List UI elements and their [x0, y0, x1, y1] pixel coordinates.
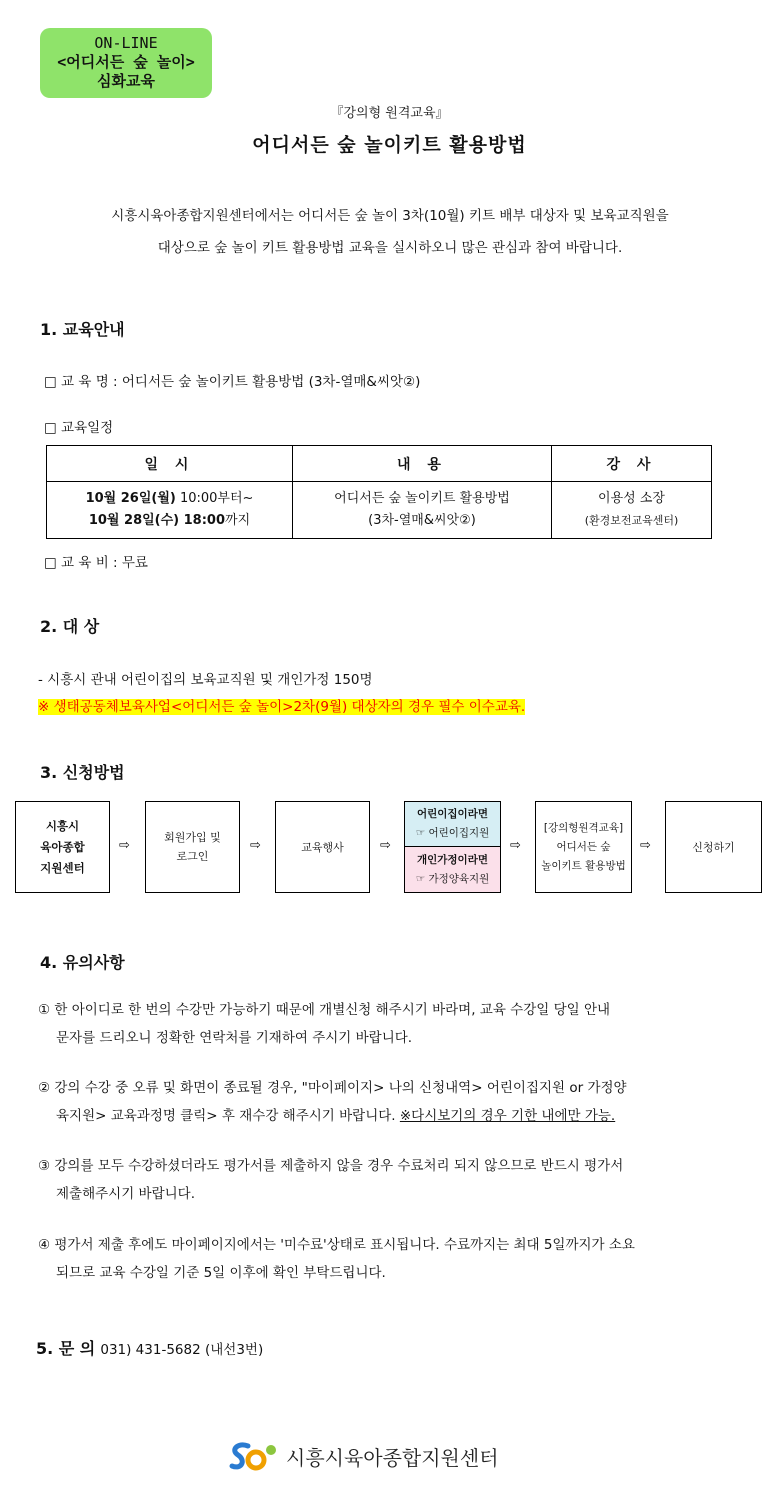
section3-heading: 3. 신청방법: [40, 763, 125, 782]
step-course: [강의형원격교육] 어디서든 숲 놀이키트 활용방법: [535, 801, 632, 893]
section4-heading: 4. 유의사항: [40, 953, 125, 972]
step-center: 시흥시 육아종합 지원센터: [15, 801, 110, 893]
cell-instructor: 이용성 소장 (환경보전교육센터): [552, 482, 712, 539]
page-title: 어디서든 숲 놀이키트 활용방법: [252, 134, 527, 156]
schedule-label: □ 교육일정: [44, 420, 114, 436]
step-home: 개인가정이라면 ☞ 가정양육지원: [404, 846, 501, 893]
fee: □ 교 육 비 : 무료: [44, 555, 148, 571]
arrow-icon: ⇨: [250, 838, 261, 853]
step-apply: 신청하기: [665, 801, 762, 893]
note-3: ③ 강의를 모두 수강하셨더라도 평가서를 제출하지 않을 경우 수료처리 되지 않으므로 반드시 평가서 제출해주시기 바랍니다.: [38, 1158, 624, 1202]
intro-line1: 시흥시육아종합지원센터에서는 어디서든 숲 놀이 3차(10월) 키트 배부 대상자 및 보육교직원을: [111, 208, 669, 224]
arrow-icon: ⇨: [510, 838, 521, 853]
note-4: ④ 평가서 제출 후에도 마이페이지에서는 '미수료'상태로 표시됩니다. 수료까지는 최대 5일까지가 소요 되므로 교육 수강일 기준 5일 이후에 확인 부탁드립니다.: [38, 1237, 635, 1281]
target-notice: ※ 생태공동체보육사업<어디서든 숲 놀이>2차(9월) 대상자의 경우 필수 이수교육.: [38, 699, 526, 715]
step-login: 회원가입 및 로그인: [145, 801, 240, 893]
intro-line2: 대상으로 숲 놀이 키트 활용방법 교육을 실시하오니 많은 관심과 참여 바랍니다.: [157, 240, 623, 256]
step-events: 교육행사: [275, 801, 370, 893]
badge-line1: ON-LINE: [94, 34, 158, 52]
header-date: 일 시: [47, 446, 293, 482]
target-line: - 시흥시 관내 어린이집의 보육교직원 및 개인가정 150명: [38, 672, 373, 688]
online-badge: [40, 28, 212, 98]
center-logo-icon: [228, 1440, 280, 1472]
subtitle: 『강의형 원격교육』: [330, 106, 449, 121]
note-2: ② 강의 수강 중 오류 및 화면이 종료될 경우, "마이페이지> 나의 신청내역> 어린이집지원 or 가정양 육지원> 교육과정명 클릭> 후 재수강 해주시기 바랍니다. ※다시보기의 경우 기한 내에만 가능.: [38, 1080, 627, 1124]
contact: 5. 문 의 031) 431-5682 (내선3번): [36, 1339, 264, 1358]
section1-heading: 1. 교육안내: [40, 320, 125, 339]
section2-heading: 2. 대 상: [40, 617, 100, 636]
arrow-icon: ⇨: [119, 838, 130, 853]
note-1: ① 한 아이디로 한 번의 수강만 가능하기 때문에 개별신청 해주시기 바라며, 교육 수강일 당일 안내 문자를 드리오니 정확한 연락처를 기재하여 주시기 바랍니다.: [38, 1002, 611, 1046]
header-content: 내 용: [293, 446, 552, 482]
header-instructor: 강 사: [552, 446, 712, 482]
step-daycare: 어린이집이라면 ☞ 어린이집지원: [404, 801, 501, 847]
footer-org-name: 시흥시육아종합지원센터: [286, 1445, 499, 1470]
course-name: □ 교 육 명 : 어디서든 숲 놀이키트 활용방법 (3차-열매&씨앗②): [44, 374, 421, 390]
cell-content: 어디서든 숲 놀이키트 활용방법 (3차-열매&씨앗②): [293, 482, 552, 539]
schedule-table: [46, 445, 712, 539]
badge-line2: <어디서든 숲 놀이>: [57, 53, 195, 71]
cell-date: 10월 26일(월) 10:00부터~ 10월 28일(수) 18:00까지: [47, 482, 293, 539]
arrow-icon: ⇨: [380, 838, 391, 853]
arrow-icon: ⇨: [640, 838, 651, 853]
footer: [228, 1440, 499, 1472]
badge-line3: 심화교육: [97, 72, 155, 90]
